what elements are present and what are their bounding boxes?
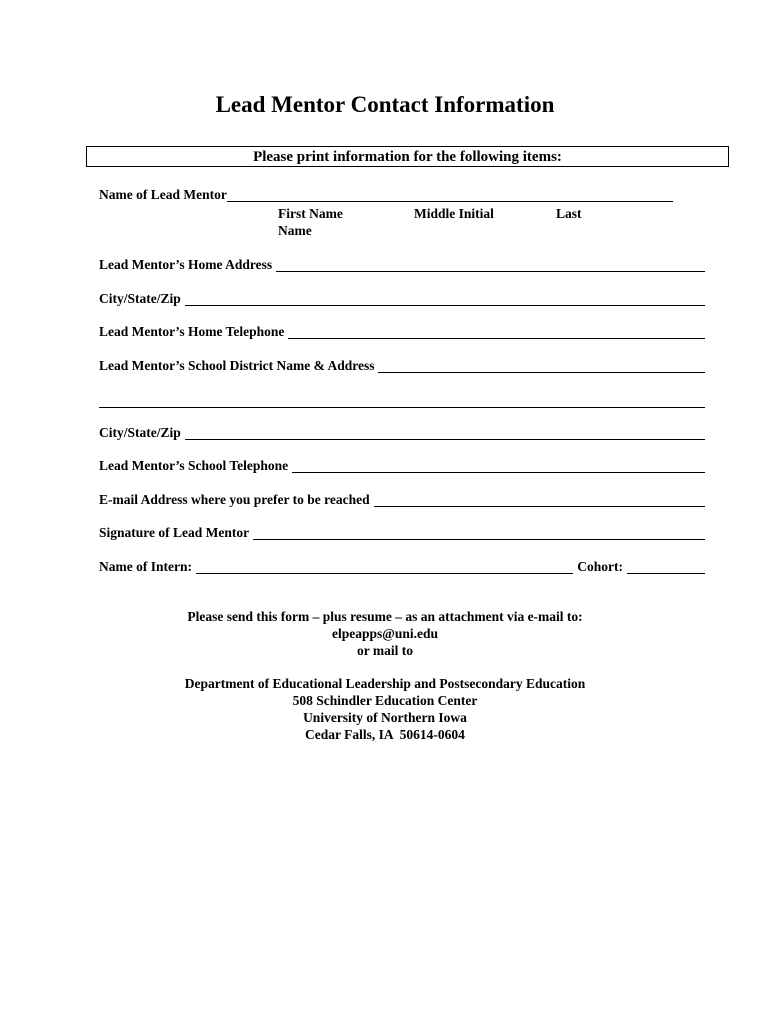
intern-label: Name of Intern: (99, 559, 192, 574)
cohort-label: Cohort: (577, 559, 623, 574)
home-phone-field[interactable] (288, 324, 705, 339)
submission-line: Please send this form – plus resume – as an attachment via e-mail to: (187, 609, 583, 624)
home-address-label: Lead Mentor’s Home Address (99, 257, 273, 272)
home-address-field[interactable] (276, 257, 705, 272)
last-sublabel: Last (556, 206, 582, 221)
submission-instructions (0, 608, 770, 659)
address-university: University of Northern Iowa (303, 710, 467, 725)
home-phone-label: Lead Mentor’s Home Telephone (99, 324, 285, 339)
intern-field[interactable] (196, 559, 573, 574)
address-city: Cedar Falls, IA 50614-0604 (305, 727, 465, 742)
school-phone-field[interactable] (292, 458, 705, 473)
district-label: Lead Mentor’s School District Name & Address (99, 358, 375, 373)
instruction-banner: Please print information for the following items: (86, 146, 729, 167)
middle-initial-sublabel: Middle Initial (414, 206, 494, 221)
address-building: 508 Schindler Education Center (292, 693, 478, 708)
email-label: E-mail Address where you prefer to be reached (99, 492, 370, 507)
mailing-address (0, 675, 770, 743)
home-phone-row (99, 323, 705, 341)
school-phone-label: Lead Mentor’s School Telephone (99, 458, 289, 473)
school-city-row (99, 424, 705, 442)
home-address-row (99, 256, 705, 274)
email-row (99, 491, 705, 509)
address-department: Department of Educational Leadership and Postsecondary Education (184, 676, 586, 691)
school-city-label: City/State/Zip (99, 425, 181, 440)
school-phone-row (99, 457, 705, 475)
intern-row (99, 558, 705, 576)
email-field[interactable] (374, 492, 705, 507)
first-name-sublabel: First Name Name (278, 206, 343, 238)
home-city-row (99, 290, 705, 308)
home-city-label: City/State/Zip (99, 291, 181, 306)
lead-mentor-name-label: Name of Lead Mentor (99, 187, 227, 202)
cohort-field[interactable] (627, 559, 705, 574)
home-city-field[interactable] (185, 291, 705, 306)
lead-mentor-name-field[interactable] (227, 187, 673, 202)
submission-email: elpeapps@uni.edu (332, 626, 438, 641)
signature-field[interactable] (253, 525, 705, 540)
signature-row (99, 524, 705, 542)
page-title: Lead Mentor Contact Information (215, 92, 555, 117)
signature-label: Signature of Lead Mentor (99, 525, 250, 540)
district-field-continued[interactable] (99, 407, 705, 408)
submission-mail-line: or mail to (357, 643, 413, 658)
district-row (99, 357, 705, 375)
school-city-field[interactable] (185, 425, 705, 440)
lead-mentor-name-row (99, 186, 673, 204)
district-field[interactable] (378, 358, 705, 373)
